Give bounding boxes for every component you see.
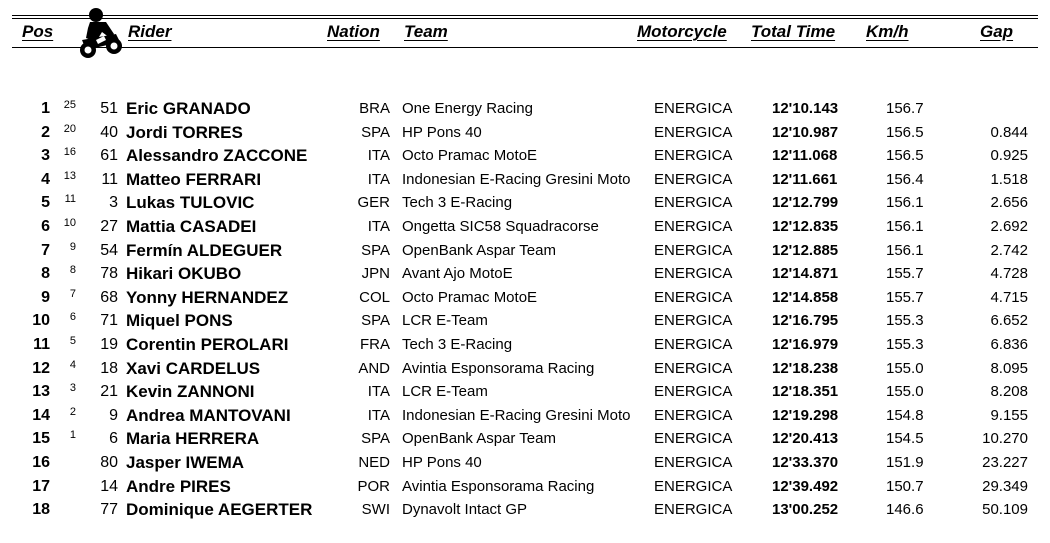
team-name-cell: LCR E-Team <box>402 312 488 330</box>
rider-number-cell: 80 <box>100 454 118 471</box>
points-cell: 8 <box>69 264 76 277</box>
speed-kmh-cell: 146.6 <box>886 501 924 519</box>
rider-name-cell: Jasper IWEMA <box>126 453 245 472</box>
position-cell: 18 <box>32 501 50 519</box>
team-name-cell: LCR E-Team <box>402 383 488 401</box>
table-row <box>0 333 1050 356</box>
rider-name-cell: Kevin ZANNONI <box>126 382 255 402</box>
position-cell: 8 <box>41 265 50 283</box>
nation-cell: COL <box>359 288 390 306</box>
nation-cell: ITA <box>367 147 390 165</box>
total-time-cell: 12'11.068 <box>772 147 838 165</box>
position-cell: 12 <box>32 359 50 377</box>
gap-cell: 10.270 <box>982 430 1028 448</box>
team-name-cell: HP Pons 40 <box>402 454 482 471</box>
table-row <box>0 475 1050 498</box>
nation-cell: BRA <box>359 100 390 117</box>
header-mid-rule <box>12 18 1038 19</box>
team-name-cell: Indonesian E-Racing Gresini Moto <box>402 406 631 424</box>
total-time-cell: 12'16.979 <box>772 336 839 353</box>
points-cell: 16 <box>63 146 76 159</box>
total-time-cell: 12'14.871 <box>772 265 839 283</box>
points-cell: 3 <box>69 382 76 395</box>
table-row <box>0 498 1050 521</box>
table-row <box>0 191 1050 214</box>
rider-number-cell: 19 <box>100 336 118 353</box>
header-bottom-rule <box>12 47 1038 48</box>
rider-number-cell: 40 <box>100 123 118 141</box>
total-time-cell: 12'11.661 <box>772 170 838 188</box>
position-cell: 2 <box>41 123 50 141</box>
nation-cell: FRA <box>360 336 390 353</box>
position-cell: 14 <box>32 406 50 424</box>
team-name-cell: Octo Pramac MotoE <box>402 147 538 165</box>
motorcycle-cell: ENERGICA <box>654 288 733 306</box>
total-time-cell: 12'12.799 <box>772 194 839 212</box>
team-name-cell: HP Pons 40 <box>402 123 482 141</box>
motorcycle-cell: ENERGICA <box>654 406 733 424</box>
team-name-cell: Tech 3 E-Racing <box>402 194 513 212</box>
gap-cell: 6.652 <box>990 312 1028 330</box>
header-pos: Pos <box>22 22 54 41</box>
total-time-cell: 12'10.143 <box>772 100 839 117</box>
position-cell: 1 <box>41 100 50 117</box>
rider-number-cell: 6 <box>109 430 118 448</box>
rider-number-cell: 54 <box>100 241 118 259</box>
gap-cell: 0.925 <box>990 147 1028 165</box>
position-cell: 10 <box>32 312 50 330</box>
rider-number-cell: 11 <box>101 170 118 188</box>
motorcycle-cell: ENERGICA <box>654 170 733 188</box>
speed-kmh-cell: 155.3 <box>886 336 924 353</box>
speed-kmh-cell: 156.7 <box>886 100 924 117</box>
rider-name-cell: Mattia CASADEI <box>126 217 257 236</box>
points-cell: 5 <box>69 335 76 347</box>
total-time-cell: 12'14.858 <box>772 288 839 306</box>
total-time-cell: 12'12.835 <box>772 218 839 235</box>
motorcycle-cell: ENERGICA <box>654 477 733 495</box>
points-cell: 9 <box>69 240 76 253</box>
gap-cell: 29.349 <box>982 477 1028 495</box>
rider-name-cell: Eric GRANADO <box>126 99 251 118</box>
rider-number-cell: 9 <box>109 406 118 424</box>
table-row <box>0 451 1050 474</box>
nation-cell: ITA <box>367 218 390 235</box>
rider-name-cell: Maria HERRERA <box>126 429 260 449</box>
total-time-cell: 12'12.885 <box>772 241 839 259</box>
position-cell: 4 <box>41 170 50 188</box>
motorcycle-cell: ENERGICA <box>654 100 733 117</box>
motorcycle-cell: ENERGICA <box>654 265 733 283</box>
rider-name-cell: Hikari OKUBO <box>126 264 242 284</box>
points-cell: 10 <box>63 217 76 229</box>
header-nation: Nation <box>327 22 380 41</box>
motorcycle-cell: ENERGICA <box>654 336 733 353</box>
nation-cell: POR <box>357 477 390 495</box>
nation-cell: SWI <box>361 501 390 519</box>
table-row <box>0 286 1050 309</box>
gap-cell: 23.227 <box>982 454 1028 471</box>
points-cell: 7 <box>69 287 76 300</box>
gap-cell: 8.095 <box>990 359 1028 377</box>
rider-number-cell: 71 <box>100 312 118 330</box>
gap-cell: 6.836 <box>990 336 1028 353</box>
rider-name-cell: Corentin PEROLARI <box>126 335 289 354</box>
speed-kmh-cell: 156.5 <box>886 123 924 141</box>
nation-cell: SPA <box>361 123 390 141</box>
motorcycle-cell: ENERGICA <box>654 241 733 259</box>
team-name-cell: One Energy Racing <box>402 100 533 117</box>
header-top-rule <box>12 15 1038 16</box>
position-cell: 3 <box>41 147 50 165</box>
total-time-cell: 12'39.492 <box>772 477 839 495</box>
rider-number-cell: 61 <box>100 147 118 165</box>
rider-number-cell: 18 <box>100 359 118 377</box>
rider-number-cell: 21 <box>100 383 118 401</box>
header-kmh: Km/h <box>866 22 909 41</box>
speed-kmh-cell: 156.1 <box>886 218 924 235</box>
nation-cell: GER <box>357 194 390 212</box>
nation-cell: AND <box>358 359 390 377</box>
motorcycle-cell: ENERGICA <box>654 501 733 519</box>
rider-name-cell: Matteo FERRARI <box>126 169 262 189</box>
table-row <box>0 97 1050 120</box>
total-time-cell: 12'18.351 <box>772 383 839 401</box>
team-name-cell: Avintia Esponsorama Racing <box>402 359 595 377</box>
motorcycle-cell: ENERGICA <box>654 454 733 471</box>
total-time-cell: 12'20.413 <box>772 430 839 448</box>
motorcycle-cell: ENERGICA <box>654 383 733 401</box>
rider-number-cell: 51 <box>100 100 118 117</box>
speed-kmh-cell: 156.4 <box>886 170 924 188</box>
speed-kmh-cell: 151.9 <box>886 454 924 471</box>
total-time-cell: 12'18.238 <box>772 359 839 377</box>
nation-cell: ITA <box>367 170 390 188</box>
points-cell: 20 <box>63 122 76 135</box>
position-cell: 6 <box>41 218 50 235</box>
nation-cell: NED <box>358 454 390 471</box>
rider-name-cell: Lukas TULOVIC <box>126 193 255 213</box>
motorcycle-cell: ENERGICA <box>654 430 733 448</box>
header-gap: Gap <box>980 22 1014 41</box>
gap-cell: 50.109 <box>982 501 1028 519</box>
table-row <box>0 262 1050 285</box>
nation-cell: JPN <box>361 265 390 283</box>
team-name-cell: Octo Pramac MotoE <box>402 288 538 306</box>
gap-cell: 0.844 <box>990 123 1028 141</box>
total-time-cell: 12'19.298 <box>772 406 839 424</box>
motorcycle-cell: ENERGICA <box>654 218 733 235</box>
total-time-cell: 13'00.252 <box>772 501 839 519</box>
gap-cell: 8.208 <box>990 383 1028 401</box>
header-rider: Rider <box>128 22 172 41</box>
speed-kmh-cell: 155.0 <box>886 359 924 377</box>
speed-kmh-cell: 155.7 <box>886 265 924 283</box>
table-row <box>0 215 1050 238</box>
team-name-cell: Avant Ajo MotoE <box>402 265 513 283</box>
total-time-cell: 12'33.370 <box>772 454 839 471</box>
rider-number-cell: 78 <box>100 265 118 283</box>
table-row <box>0 309 1050 332</box>
rider-name-cell: Fermín ALDEGUER <box>126 240 283 260</box>
team-name-cell: Dynavolt Intact GP <box>402 501 528 519</box>
nation-cell: SPA <box>361 312 390 330</box>
nation-cell: SPA <box>361 241 390 259</box>
table-row <box>0 121 1050 144</box>
points-cell: 1 <box>69 429 76 442</box>
team-name-cell: Tech 3 E-Racing <box>402 336 513 353</box>
table-row <box>0 427 1050 450</box>
points-cell: 13 <box>63 169 76 182</box>
rider-name-cell: Yonny HERNANDEZ <box>126 287 289 307</box>
position-cell: 7 <box>41 241 50 259</box>
gap-cell: 2.742 <box>990 241 1028 259</box>
motorcycle-cell: ENERGICA <box>654 147 733 165</box>
speed-kmh-cell: 154.8 <box>886 406 924 424</box>
gap-cell: 2.656 <box>990 194 1028 212</box>
rider-number-cell: 14 <box>100 477 118 495</box>
points-cell: 4 <box>69 358 76 371</box>
rider-name-cell: Dominique AEGERTER <box>126 500 313 520</box>
table-row <box>0 144 1050 167</box>
points-cell: 11 <box>64 193 76 206</box>
team-name-cell: OpenBank Aspar Team <box>402 241 556 259</box>
motorcycle-cell: ENERGICA <box>654 312 733 330</box>
speed-kmh-cell: 155.7 <box>886 288 924 306</box>
team-name-cell: Indonesian E-Racing Gresini Moto <box>402 170 631 188</box>
rider-name-cell: Andrea MANTOVANI <box>126 405 291 425</box>
gap-cell: 4.728 <box>990 265 1028 283</box>
speed-kmh-cell: 155.3 <box>886 312 924 330</box>
speed-kmh-cell: 155.0 <box>886 383 924 401</box>
speed-kmh-cell: 150.7 <box>886 477 924 495</box>
rider-number-cell: 68 <box>100 288 118 306</box>
points-cell: 2 <box>69 405 76 418</box>
position-cell: 16 <box>32 454 50 471</box>
header-team: Team <box>404 22 448 41</box>
motorcycle-cell: ENERGICA <box>654 123 733 141</box>
position-cell: 9 <box>41 288 50 306</box>
header-total-time: Total Time <box>751 22 836 41</box>
motorcycle-cell: ENERGICA <box>654 359 733 377</box>
points-cell: 6 <box>69 311 76 324</box>
rider-number-cell: 3 <box>109 194 118 212</box>
gap-cell: 4.715 <box>990 288 1028 306</box>
header-motorcycle: Motorcycle <box>637 22 727 41</box>
rider-name-cell: Jordi TORRES <box>126 122 243 142</box>
position-cell: 13 <box>32 383 50 401</box>
rider-name-cell: Alessandro ZACCONE <box>126 146 308 166</box>
points-cell: 25 <box>63 99 76 111</box>
rider-number-cell: 27 <box>100 218 118 235</box>
gap-cell: 1.518 <box>990 170 1028 188</box>
nation-cell: ITA <box>367 406 390 424</box>
table-row <box>0 168 1050 191</box>
table-row <box>0 404 1050 427</box>
total-time-cell: 12'16.795 <box>772 312 839 330</box>
speed-kmh-cell: 154.5 <box>886 430 924 448</box>
nation-cell: ITA <box>367 383 390 401</box>
speed-kmh-cell: 156.5 <box>886 147 924 165</box>
nation-cell: SPA <box>361 430 390 448</box>
gap-cell: 9.155 <box>990 406 1028 424</box>
rider-name-cell: Andre PIRES <box>126 476 231 496</box>
motorcycle-rider-icon <box>76 4 124 60</box>
speed-kmh-cell: 156.1 <box>886 241 924 259</box>
position-cell: 17 <box>32 477 50 495</box>
gap-cell: 2.692 <box>990 218 1028 235</box>
position-cell: 5 <box>41 194 50 212</box>
rider-name-cell: Xavi CARDELUS <box>126 358 261 378</box>
position-cell: 15 <box>32 430 50 448</box>
motorcycle-cell: ENERGICA <box>654 194 733 212</box>
table-row <box>0 380 1050 403</box>
total-time-cell: 12'10.987 <box>772 123 839 141</box>
speed-kmh-cell: 156.1 <box>886 194 924 212</box>
table-row <box>0 357 1050 380</box>
position-cell: 11 <box>33 336 50 353</box>
table-row <box>0 239 1050 262</box>
team-name-cell: Ongetta SIC58 Squadracorse <box>402 218 599 235</box>
rider-number-cell: 77 <box>100 501 118 519</box>
rider-name-cell: Miquel PONS <box>126 311 233 331</box>
team-name-cell: Avintia Esponsorama Racing <box>402 477 595 495</box>
team-name-cell: OpenBank Aspar Team <box>402 430 556 448</box>
